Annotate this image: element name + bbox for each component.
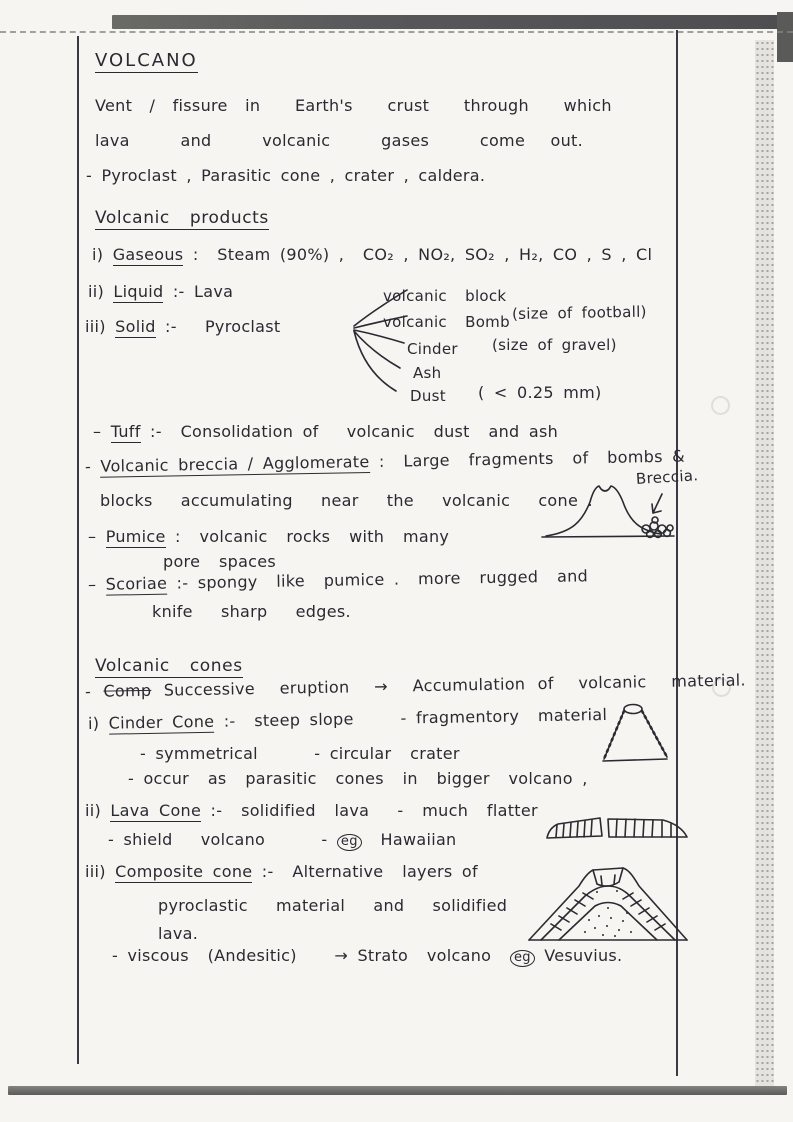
perforation-dash-line [0,31,793,33]
term: Solid [115,317,156,336]
term: Composite cone [115,862,253,881]
pumice-note: – Pumice : volcanic rocks with many [88,527,450,546]
composite-cone-sketch [527,858,689,946]
product-gaseous: i) Gaseous : Steam (90%) , CO₂ , NO₂, SO₂ , H₂, CO , S , Cl [92,245,653,264]
top-right-scan-corner [777,12,793,62]
breccia-note-line-1: - Volcanic breccia / Agglomerate : Large fragments of bombs & [84,446,686,476]
top-scan-edge [112,15,793,29]
tuff-note: – Tuff :- Consolidation of volcanic dust and ash [93,422,559,441]
breccia-label: Breccia. [635,466,699,488]
left-margin-line [77,36,79,1064]
definition-line-2: lava and volcanic gases come out. [95,131,583,150]
item-number: i) [92,245,113,264]
term: Pumice [105,527,166,546]
struck-word: Comp [103,680,152,701]
cones-heading: Volcanic cones [95,656,243,676]
breccia-volcano-sketch [538,478,678,544]
eg-circle: eg [510,950,535,967]
products-heading: Volcanic products [95,208,269,228]
pyroclast-type-block: volcanic block [383,287,507,305]
scoriae-note-line-2: knife sharp edges. [152,602,351,621]
term: Liquid [113,282,164,301]
pyroclast-type-dust: Dust [410,387,446,405]
pyroclast-type-cinder: Cinder [407,340,458,358]
gases-list: Steam (90%) , CO₂ , NO₂, SO₂ , H₂, CO , S , Cl [217,245,653,264]
cinder-cone-line-2: - symmetrical - circular crater [140,744,460,763]
bottom-scan-edge [8,1086,787,1095]
item-number: ii) [88,282,114,301]
term: Volcanic breccia / Agglomerate [100,452,370,476]
item-number: ii) [85,801,111,820]
cinder-cone-line-1: i) Cinder Cone :- steep slope - fragmentory material [87,704,608,733]
item-number: iii) [85,317,116,336]
binder-hole-top [711,396,730,415]
cinder-size-note: (size of gravel) [492,336,617,354]
composite-cone-line-4: - viscous (Andesitic) → Strato volcano eg Vesuvius. [112,946,623,965]
pumice-note-line-2: pore spaces [163,552,277,571]
pyroclast-type-bomb: volcanic Bomb [383,313,510,331]
term: Tuff [110,422,141,441]
item-number: iii) [85,862,116,881]
composite-cone-line-3: lava. [158,924,199,943]
cinder-cone-sketch [596,700,676,770]
cones-intro: - Comp Successive eruption → Accumulation of volcanic material. [84,670,747,701]
composite-cone-line-1: iii) Composite cone :- Alternative layers of [85,862,478,881]
dust-size-note: ( < 0.25 mm) [478,383,602,402]
bomb-size-note: (size of football) [511,302,647,323]
definition-line-1: Vent / fissure in Earth's crust through which [95,96,612,115]
product-solid: iii) Solid :- Pyroclast [85,317,281,336]
item-number: i) [87,713,109,733]
shield-volcano-sketch [543,806,693,844]
term: Gaseous [112,245,184,264]
term: Cinder Cone [108,711,215,733]
composite-cone-line-2: pyroclastic material and solidified [158,896,508,915]
definition-line-3: - Pyroclast , Parasitic cone , crater , caldera. [86,166,486,185]
term: Scoriae [105,573,168,594]
scoriae-note: – Scoriae :- spongy like pumice . more rugged and [87,566,589,594]
pyroclast-type-ash: Ash [413,364,442,382]
page-title: VOLCANO [95,50,198,71]
term: Lava Cone [110,801,202,820]
eg-circle: eg [337,834,362,851]
product-liquid: ii) Liquid :- Lava [88,282,234,301]
right-edge-texture [755,40,774,1086]
lava-cone-line-2: - shield volcano - eg Hawaiian [108,830,457,849]
lava-cone-line-1: ii) Lava Cone :- solidified lava - much flatter [85,801,538,820]
cinder-cone-line-3: - occur as parasitic cones in bigger volcano , [128,769,588,788]
breccia-note-line-2: blocks accumulating near the volcanic cone . [100,491,593,510]
